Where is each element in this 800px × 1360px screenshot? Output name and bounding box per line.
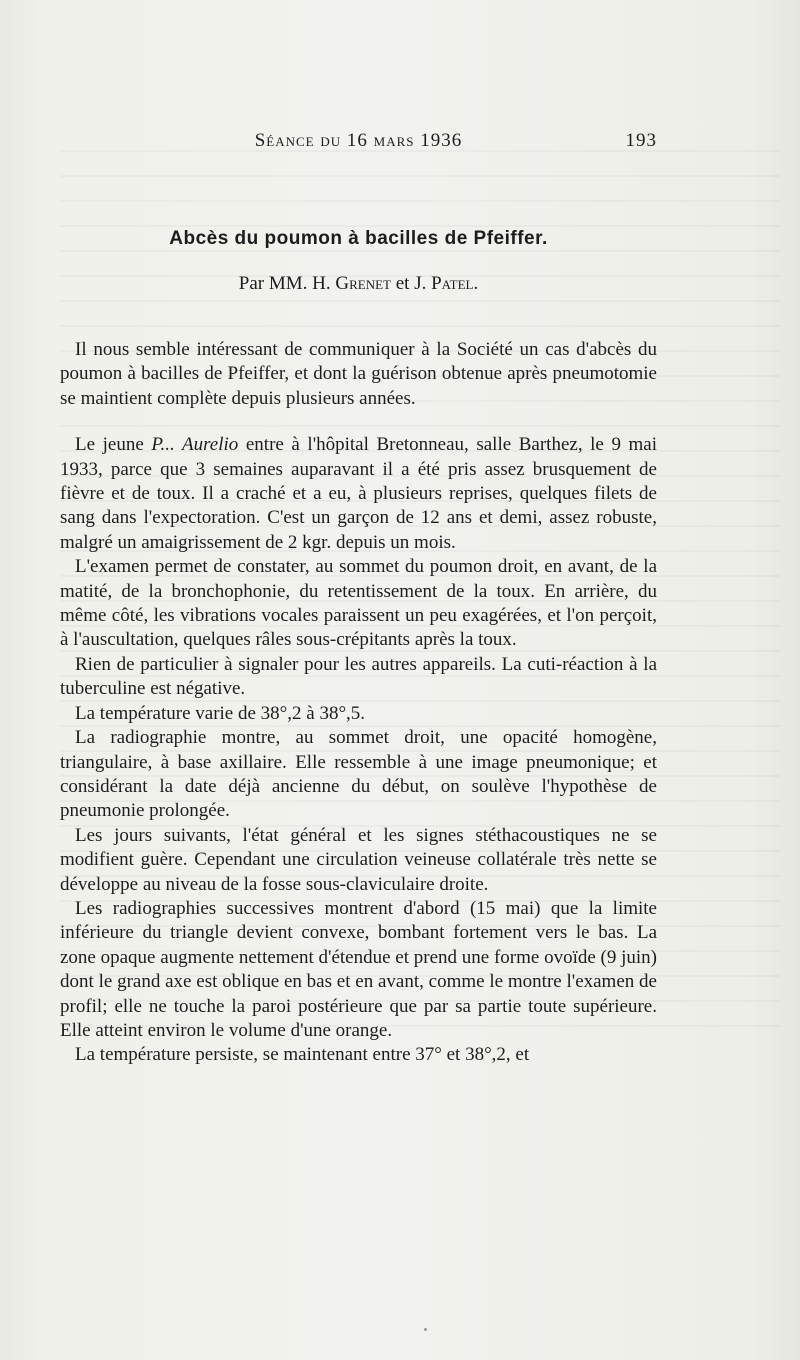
- article-authors: [60, 273, 657, 295]
- paragraph-successive-radiographs: Les radiographies successives montrent d'abord (15 mai) que la limite inférieure du triangle devient convexe, bombant fortement vers le bas. La zone opaque augmente nettement d'étendue et prend une forme ovoïde (9 juin) dont le grand axe est oblique en bas et en avant, comme le montre l'examen de profil; elle ne touche la paroi postérieure que par sa partie toute supérieure. Elle atteint environ le volume d'une orange.: [60, 897, 657, 1041]
- authors-separator: et J.: [395, 273, 427, 294]
- running-head-day: 16: [346, 130, 368, 151]
- paragraph-radiography: La radiographie montre, au sommet droit, une opacité homogène, triangulaire, à base axillaire. Elle ressemble à une image pneumonique; et considérant la date déjà ancienne du début, on soulève l'hypothèse de pneumonie prolongée.: [60, 727, 657, 822]
- author-1: Grenet: [335, 273, 391, 294]
- author-2: Patel.: [431, 273, 479, 294]
- speck: [424, 1328, 427, 1331]
- page-header: [60, 130, 657, 158]
- paragraph-following-days: Les jours suivants, l'état général et les signes stéthacoustiques ne se modifient guère. Cependant une circulation veineuse collatérale très nette se développe au niveau de la fosse sous-claviculaire droite.: [60, 824, 657, 895]
- running-head: [60, 130, 657, 152]
- paragraph-case: [60, 433, 657, 555]
- running-head-year: 1936: [420, 130, 463, 151]
- running-head-prefix: Séance du: [254, 130, 342, 151]
- paragraph-temperature-persists: La température persiste, se maintenant entre 37° et 38°,2, et: [75, 1044, 530, 1066]
- paragraph-intro: Il nous semble intéressant de communiquer à la Société un cas d'abcès du poumon à bacilles de Pfeiffer, et dont la guérison obtenue après pneumotomie se maintient complète depuis plusieurs années.: [60, 339, 657, 409]
- authors-prefix: Par MM. H.: [238, 273, 331, 294]
- running-head-month: mars: [373, 130, 415, 151]
- patient-name: P... Aurelio: [151, 434, 239, 456]
- case-rest: entre à l'hôpital Bretonneau, salle Barthez, le 9 mai 1933, parce que 3 semaines auparavant il a été pris assez brusquement de fièvre et de toux. Il a craché et a eu, à plusieurs reprises, quelques filets de sang dans l'expectoration. C'est un garçon de 12 ans et demi, assez robuste, malgré un amaigrissement de 2 kgr. depuis un mois.: [60, 434, 658, 553]
- case-start: Le jeune: [75, 434, 152, 456]
- paragraph-temperature: La température varie de 38°,2 à 38°,5.: [75, 702, 366, 724]
- article-title: Abcès du poumon à bacilles de Pfeiffer.: [169, 228, 548, 249]
- paragraph-exam: L'examen permet de constater, au sommet du poumon droit, en avant, de la matité, de la bronchophonie, du retentissement de la toux. En arrière, du même côté, les vibrations vocales paraissent un peu exagérées, et l'on perçoit, à l'auscultation, quelques râles sous-crépitants après la toux.: [60, 556, 657, 651]
- page-number: 193: [625, 130, 657, 151]
- paragraph-other-systems: Rien de particulier à signaler pour les autres appareils. La cuti-réaction à la tuberculine est négative.: [60, 653, 657, 700]
- article-body: [60, 338, 657, 1068]
